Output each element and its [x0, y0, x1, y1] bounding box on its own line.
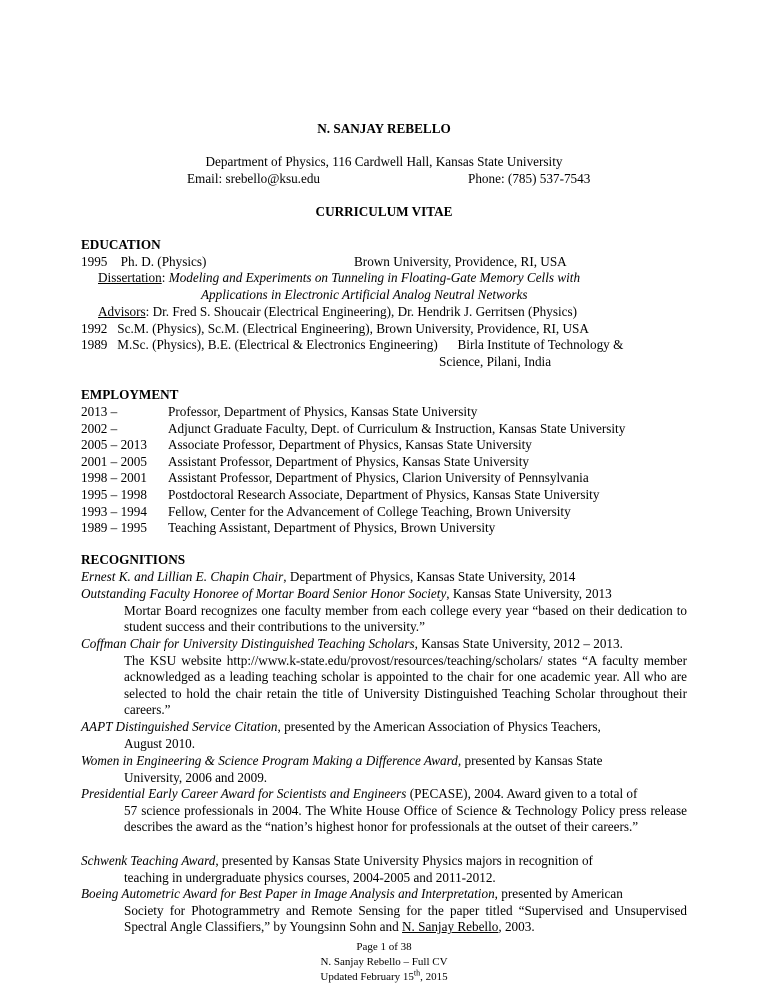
footer-page-number: Page 1 of 38	[356, 941, 412, 953]
recognition-mortar-board	[81, 586, 687, 636]
footer-cv-name: N. Sanjay Rebello – Full CV	[320, 956, 448, 968]
recognition-schwenk	[81, 853, 687, 886]
footer-updated-sup: th	[413, 968, 421, 978]
employment-years: 2001 – 2005	[81, 453, 147, 469]
recognition-wies	[81, 753, 687, 786]
recognition-chapin	[81, 569, 687, 586]
employment-description: Adjunct Graduate Faculty, Dept. of Curriculum & Instruction, Kansas State University	[168, 420, 626, 436]
recognition-title: Schwenk Teaching Award	[81, 853, 216, 868]
edu-phd-row	[81, 254, 206, 270]
edu-scm: 1992 Sc.M. (Physics), Sc.M. (Electrical Engineering), Brown University, Providence, RI, USA	[81, 321, 589, 336]
recognition-title: AAPT Distinguished Service Citation	[81, 719, 278, 734]
employment-heading: EMPLOYMENT	[81, 387, 179, 402]
employment-description: Teaching Assistant, Department of Physics, Brown University	[168, 520, 496, 536]
footer-updated	[0, 968, 768, 983]
recognition-title: Coffman Chair for University Distinguished Teaching Scholars	[81, 636, 415, 651]
employment-years: 2013 –	[81, 404, 118, 419]
address-line: Department of Physics, 116 Cardwell Hall, Kansas State University	[205, 154, 563, 169]
recognition-description: The KSU website http://www.k-state.edu/provost/resources/teaching/scholars/ states “A faculty member acknowledged as a leading teaching scholar is appointed to the chair for one academic year. All who are selected to hold the chair retain the title of University Distinguished Teaching Scholar throughout their careers.”	[124, 652, 687, 718]
recognition-detail: , presented by Kansas State University Physics majors in recognition of	[215, 853, 593, 868]
recognition-aapt	[81, 719, 687, 752]
recognition-boeing	[81, 886, 687, 936]
employment-years: 1993 – 1994	[81, 503, 147, 519]
employment-description: Postdoctoral Research Associate, Department of Physics, Kansas State University	[168, 487, 600, 502]
employment-description: Associate Professor, Department of Physics, Kansas State University	[168, 437, 532, 453]
advisors-text: : Dr. Fred S. Shoucair (Electrical Engineering), Dr. Hendrik J. Gerritsen (Physics)	[145, 304, 578, 319]
doc-title: CURRICULUM VITAE	[315, 204, 453, 219]
recognition-description: teaching in undergraduate physics courses, 2004-2005 and 2011-2012.	[124, 869, 496, 885]
dissertation-title-2: Applications in Electronic Artificial Analog Neutral Networks	[201, 287, 528, 302]
recognition-description: Society for Photogrammetry and Remote Sensing for the paper titled “Supervised and Unsupervised Spectral Angle Classifiers,” by Youngsinn Sohn and	[124, 902, 687, 935]
recognition-title: Boeing Autometric Award for Best Paper in Image Analysis and Interpretation	[81, 886, 495, 901]
employment-description: Assistant Professor, Department of Physics, Clarion University of Pennsylvania	[168, 470, 589, 486]
recognition-detail: (PECASE), 2004. Award given to a total of	[406, 786, 638, 801]
employment-years: 1989 – 1995	[81, 520, 147, 536]
recognition-comma: ,	[597, 719, 601, 734]
edu-dissertation: Dissertation: Modeling and Experiments on Tunneling in Floating-Gate Memory Cells with	[98, 270, 581, 285]
recognition-title: Women in Engineering & Science Program Making a Difference Award,	[81, 753, 462, 768]
recognitions-heading: RECOGNITIONS	[81, 552, 186, 567]
recognition-detail: , Department of Physics, Kansas State University, 2014	[283, 569, 576, 584]
recognition-detail: , Kansas State University, 2012 – 2013.	[414, 636, 623, 651]
recognition-title: Ernest K. and Lillian E. Chapin Chair	[81, 569, 284, 584]
recognition-detail: , presented by American	[494, 886, 623, 901]
edu-phd-year: 1995	[81, 254, 108, 269]
recognition-end: , 2003.	[498, 919, 535, 935]
phone-line: Phone: (785) 537-7543	[468, 171, 591, 186]
recognition-description: Mortar Board recognizes one faculty member from each college every year “based on their dedication to student success and their contributions to the university.”	[124, 602, 687, 635]
edu-msc-2: Science, Pilani, India	[439, 354, 552, 369]
edu-msc-1: 1989 M.Sc. (Physics), B.E. (Electrical & Electronics Engineering) Birla Institute of Technology &	[81, 337, 624, 352]
footer-updated-date: Updated February 15	[320, 971, 414, 983]
recognition-detail: , Kansas State University, 2013	[446, 586, 612, 601]
recognition-author: N. Sanjay Rebello	[402, 919, 499, 935]
email-line: Email: srebello@ksu.edu	[187, 171, 321, 186]
edu-advisors	[98, 304, 577, 320]
employment-years: 1995 – 1998	[81, 487, 147, 502]
employment-years: 2005 – 2013	[81, 437, 147, 453]
employment-years: 2002 –	[81, 420, 118, 436]
employment-description: Assistant Professor, Department of Physics, Kansas State University	[168, 453, 529, 469]
recognition-detail: presented by Kansas State	[461, 753, 603, 768]
recognition-detail: , presented by the American Association of Physics Teachers	[277, 719, 598, 734]
dissertation-title-1: Modeling and Experiments on Tunneling in Floating-Gate Memory Cells with	[168, 270, 581, 285]
employment-description: Fellow, Center for the Advancement of College Teaching, Brown University	[168, 503, 571, 519]
footer-updated-year: , 2015	[420, 971, 448, 983]
edu-phd-degree: Ph. D. (Physics)	[120, 254, 207, 269]
employment-years: 1998 – 2001	[81, 470, 147, 486]
employment-description: Professor, Department of Physics, Kansas State University	[168, 404, 478, 419]
recognition-description: August 2010.	[124, 735, 196, 751]
edu-phd-school: Brown University, Providence, RI, USA	[354, 254, 567, 269]
advisors-label: Advisors	[98, 304, 146, 319]
recognition-pecase	[81, 786, 687, 836]
recognition-title: Presidential Early Career Award for Scientists and Engineers	[81, 786, 407, 801]
education-heading: EDUCATION	[81, 237, 161, 252]
dissertation-label: Dissertation	[98, 270, 162, 285]
recognition-description: University, 2006 and 2009.	[124, 769, 268, 785]
cv-name: N. SANJAY REBELLO	[317, 121, 451, 136]
recognition-description: 57 science professionals in 2004. The White House Office of Science & Technology Policy press release describes the award as the “nation’s highest honor for professionals at the outset of their careers.”	[124, 802, 687, 835]
recognition-title: Outstanding Faculty Honoree of Mortar Board Senior Honor Society	[81, 586, 447, 601]
recognition-coffman	[81, 636, 687, 719]
